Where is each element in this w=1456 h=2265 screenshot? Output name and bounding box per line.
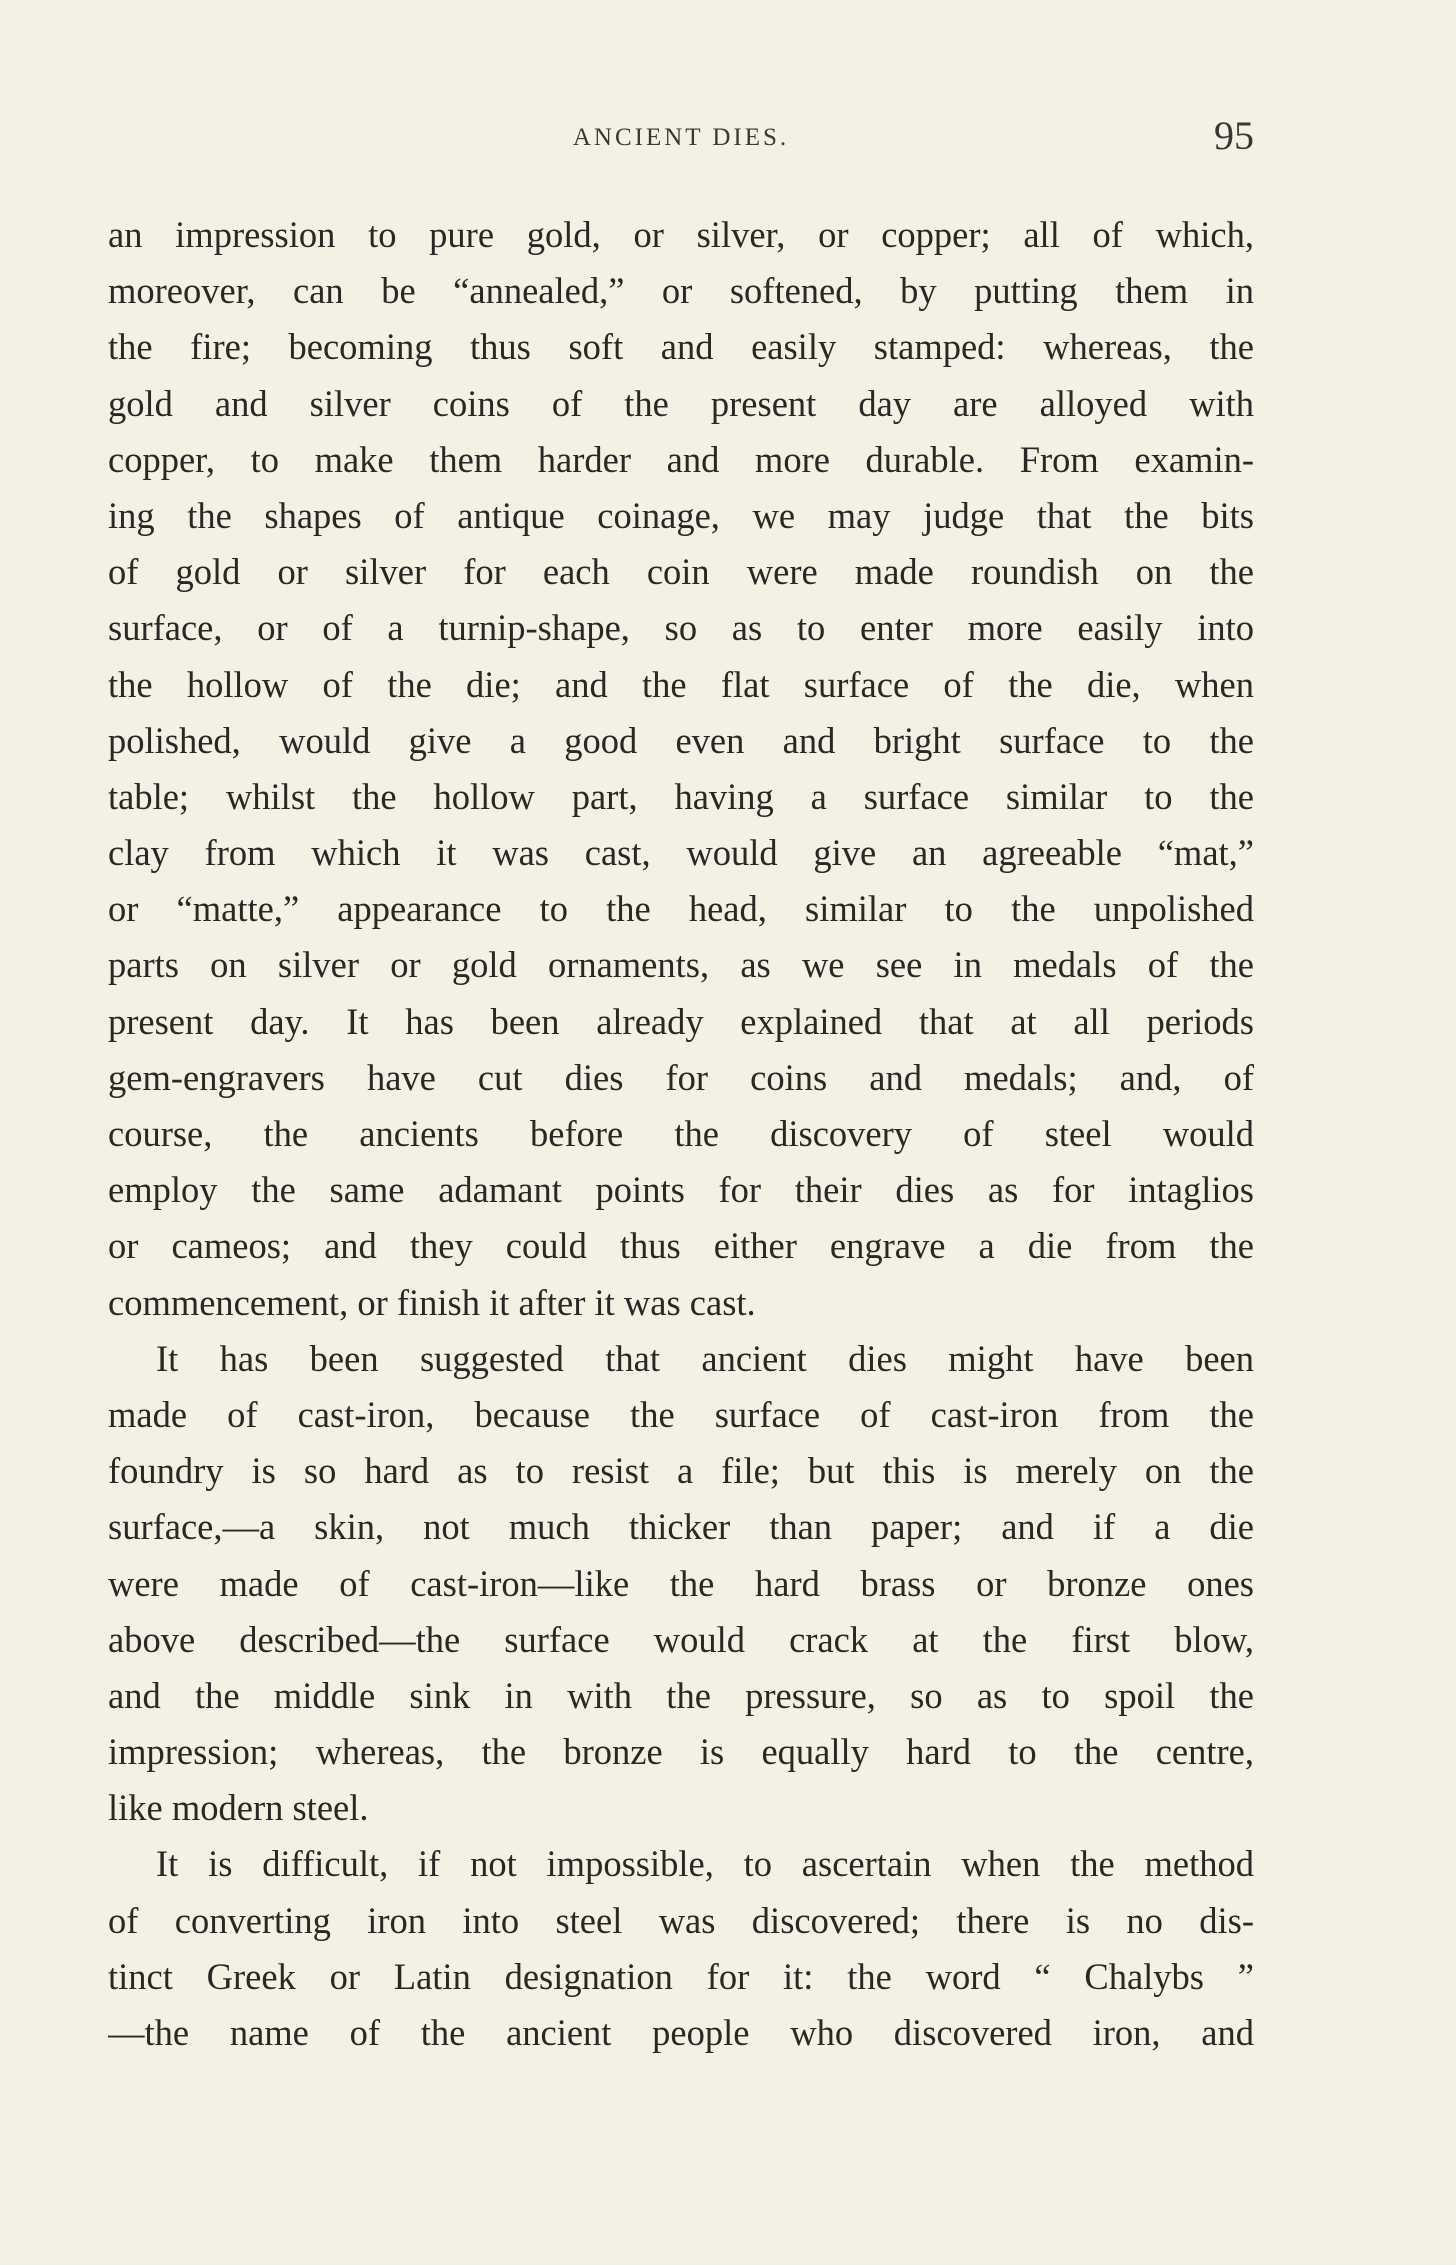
- paragraph-1: [108, 207, 1254, 1331]
- text-line: table; whilst the hollow part, having a surface similar to the: [108, 775, 1254, 817]
- text-line: the fire; becoming thus soft and easily stamped: whereas, the: [108, 326, 1254, 368]
- text-line: the hollow of the die; and the flat surface of the die, when: [108, 663, 1254, 705]
- page-number: 95: [1214, 113, 1254, 158]
- text-line: polished, would give a good even and bright surface to the: [108, 719, 1254, 761]
- text-line: moreover, can be “annealed,” or softened, by putting them in: [108, 270, 1254, 312]
- text-line: employ the same adamant points for their dies as for intaglios: [108, 1169, 1254, 1211]
- text-line: parts on silver or gold ornaments, as we see in medals of the: [108, 944, 1254, 986]
- text-line: copper, to make them harder and more durable. From examin-: [108, 438, 1254, 480]
- text-line: It has been suggested that ancient dies might have been: [156, 1337, 1254, 1379]
- text-line: ing the shapes of antique coinage, we may judge that the bits: [108, 494, 1254, 536]
- text-line: foundry is so hard as to resist a file; but this is merely on the: [108, 1450, 1254, 1492]
- text-line: of converting iron into steel was discovered; there is no dis-: [108, 1899, 1254, 1941]
- text-line: surface,—a skin, not much thicker than paper; and if a die: [108, 1506, 1254, 1548]
- text-line: tinct Greek or Latin designation for it: the word “ Chalybs ”: [108, 1955, 1254, 1997]
- text-line: —the name of the ancient people who discovered iron, and: [108, 2012, 1254, 2053]
- text-line: gold and silver coins of the present day are alloyed with: [108, 382, 1254, 424]
- paragraph-2: [108, 1331, 1254, 1837]
- text-line: It is difficult, if not impossible, to ascertain when the method: [156, 1843, 1254, 1885]
- text-line: or “matte,” appearance to the head, similar to the unpolished: [108, 888, 1254, 930]
- text-line: present day. It has been already explained that at all periods: [108, 1000, 1254, 1042]
- text-line: above described—the surface would crack at the first blow,: [108, 1618, 1254, 1660]
- text-line: gem-engravers have cut dies for coins and medals; and, of: [108, 1056, 1254, 1098]
- text-line: surface, or of a turnip-shape, so as to enter more easily into: [108, 607, 1254, 649]
- text-line: course, the ancients before the discovery of steel would: [108, 1113, 1254, 1154]
- text-line: like modern steel.: [108, 1787, 369, 1829]
- text-line: and the middle sink in with the pressure, so as to spoil the: [108, 1674, 1254, 1716]
- text-line: of gold or silver for each coin were made roundish on the: [108, 551, 1254, 593]
- paragraph-3: [108, 1836, 1254, 2061]
- running-head: ANCIENT DIES.: [572, 124, 790, 151]
- page-header: [108, 112, 1254, 162]
- text-line: clay from which it was cast, would give an agreeable “mat,”: [108, 832, 1254, 874]
- text-line: an impression to pure gold, or silver, or copper; all of which,: [108, 214, 1254, 255]
- text-line: commencement, or finish it after it was cast.: [108, 1281, 756, 1323]
- text-line: were made of cast-iron—like the hard brass or bronze ones: [108, 1562, 1254, 1604]
- body-text: [108, 207, 1254, 2061]
- text-line: or cameos; and they could thus either engrave a die from the: [108, 1225, 1254, 1267]
- text-line: made of cast-iron, because the surface of cast-iron from the: [108, 1393, 1254, 1435]
- text-line: impression; whereas, the bronze is equally hard to the centre,: [108, 1731, 1254, 1773]
